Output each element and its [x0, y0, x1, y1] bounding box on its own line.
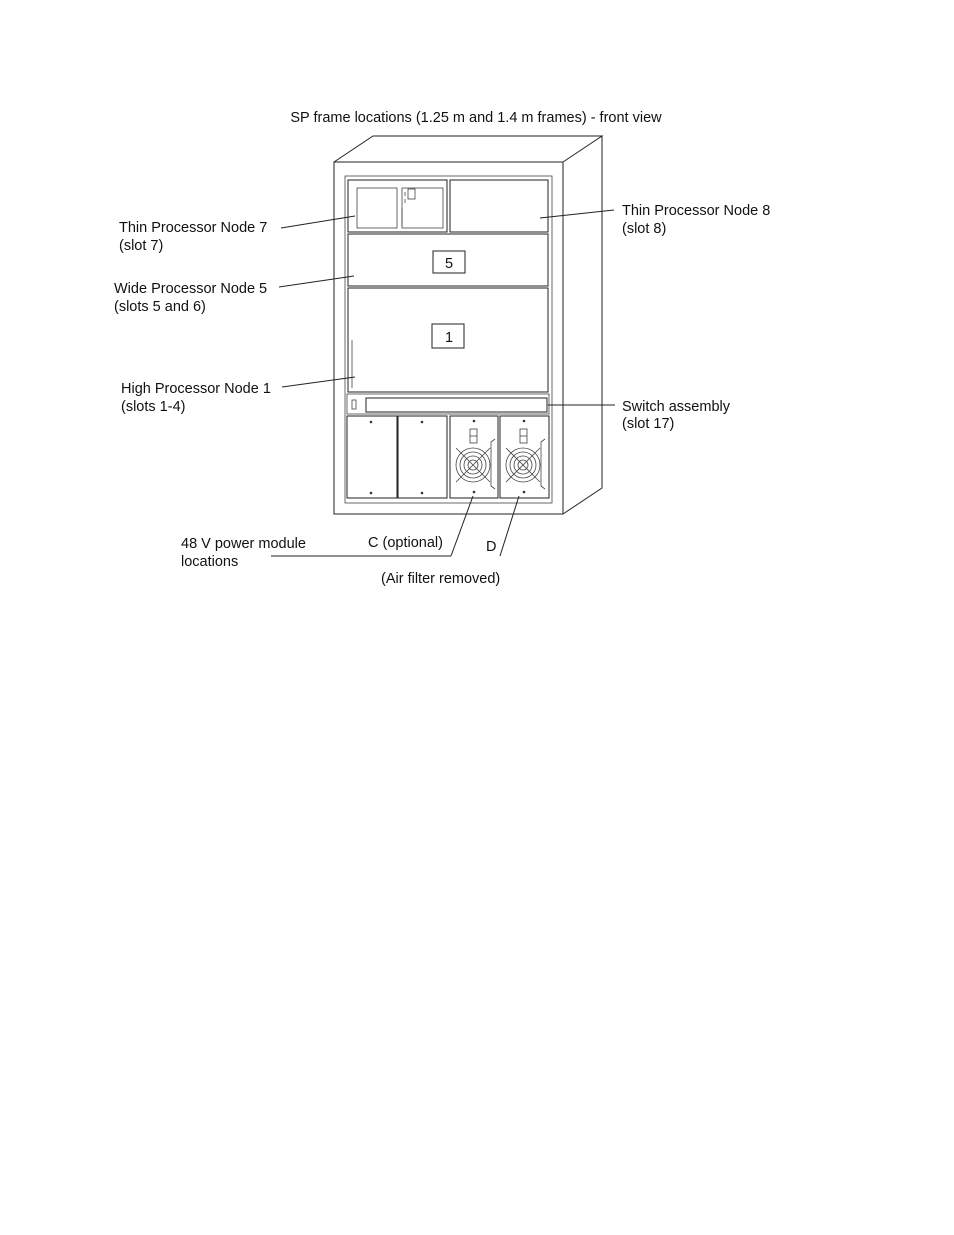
label-power-c: C (optional) — [368, 535, 443, 551]
label-wide-node-5-slots: (slots 5 and 6) — [114, 299, 206, 315]
leader-power-d — [500, 496, 519, 556]
power-module-blank-b — [398, 416, 447, 498]
power-module-c — [450, 416, 498, 498]
switch-assembly — [347, 394, 549, 414]
diagram-title: SP frame locations (1.25 m and 1.4 m frames) - front view — [290, 110, 662, 126]
label-power-module: 48 V power module — [181, 536, 306, 552]
label-thin-node-7: Thin Processor Node 7 — [119, 220, 268, 236]
leader-thin-8 — [540, 210, 614, 218]
label-thin-node-8-slot: (slot 8) — [622, 221, 667, 237]
leader-wide-5 — [279, 276, 354, 287]
label-thin-node-8: Thin Processor Node 8 — [622, 203, 771, 219]
label-power-module-locations: locations — [181, 554, 239, 570]
wide-node-number: 5 — [444, 256, 454, 272]
label-high-node-1: High Processor Node 1 — [121, 381, 271, 397]
leader-high-1 — [282, 377, 355, 387]
power-module-d — [500, 416, 549, 498]
label-switch-assembly-slot: (slot 17) — [622, 416, 675, 432]
thin-node-7 — [348, 180, 447, 232]
label-power-d: D — [486, 539, 497, 555]
wide-node-5 — [348, 234, 548, 286]
high-node-1 — [348, 288, 548, 392]
leader-thin-7 — [281, 216, 355, 228]
high-node-number: 1 — [444, 330, 454, 346]
label-air-filter: (Air filter removed) — [381, 571, 501, 587]
label-high-node-1-slots: (slots 1-4) — [121, 399, 186, 415]
label-switch-assembly: Switch assembly — [622, 399, 730, 415]
thin-node-8 — [450, 180, 548, 232]
power-module-blank-a — [347, 416, 397, 498]
label-thin-node-7-slot: (slot 7) — [119, 238, 164, 254]
label-wide-node-5: Wide Processor Node 5 — [114, 281, 268, 297]
leader-power-c — [451, 496, 473, 556]
